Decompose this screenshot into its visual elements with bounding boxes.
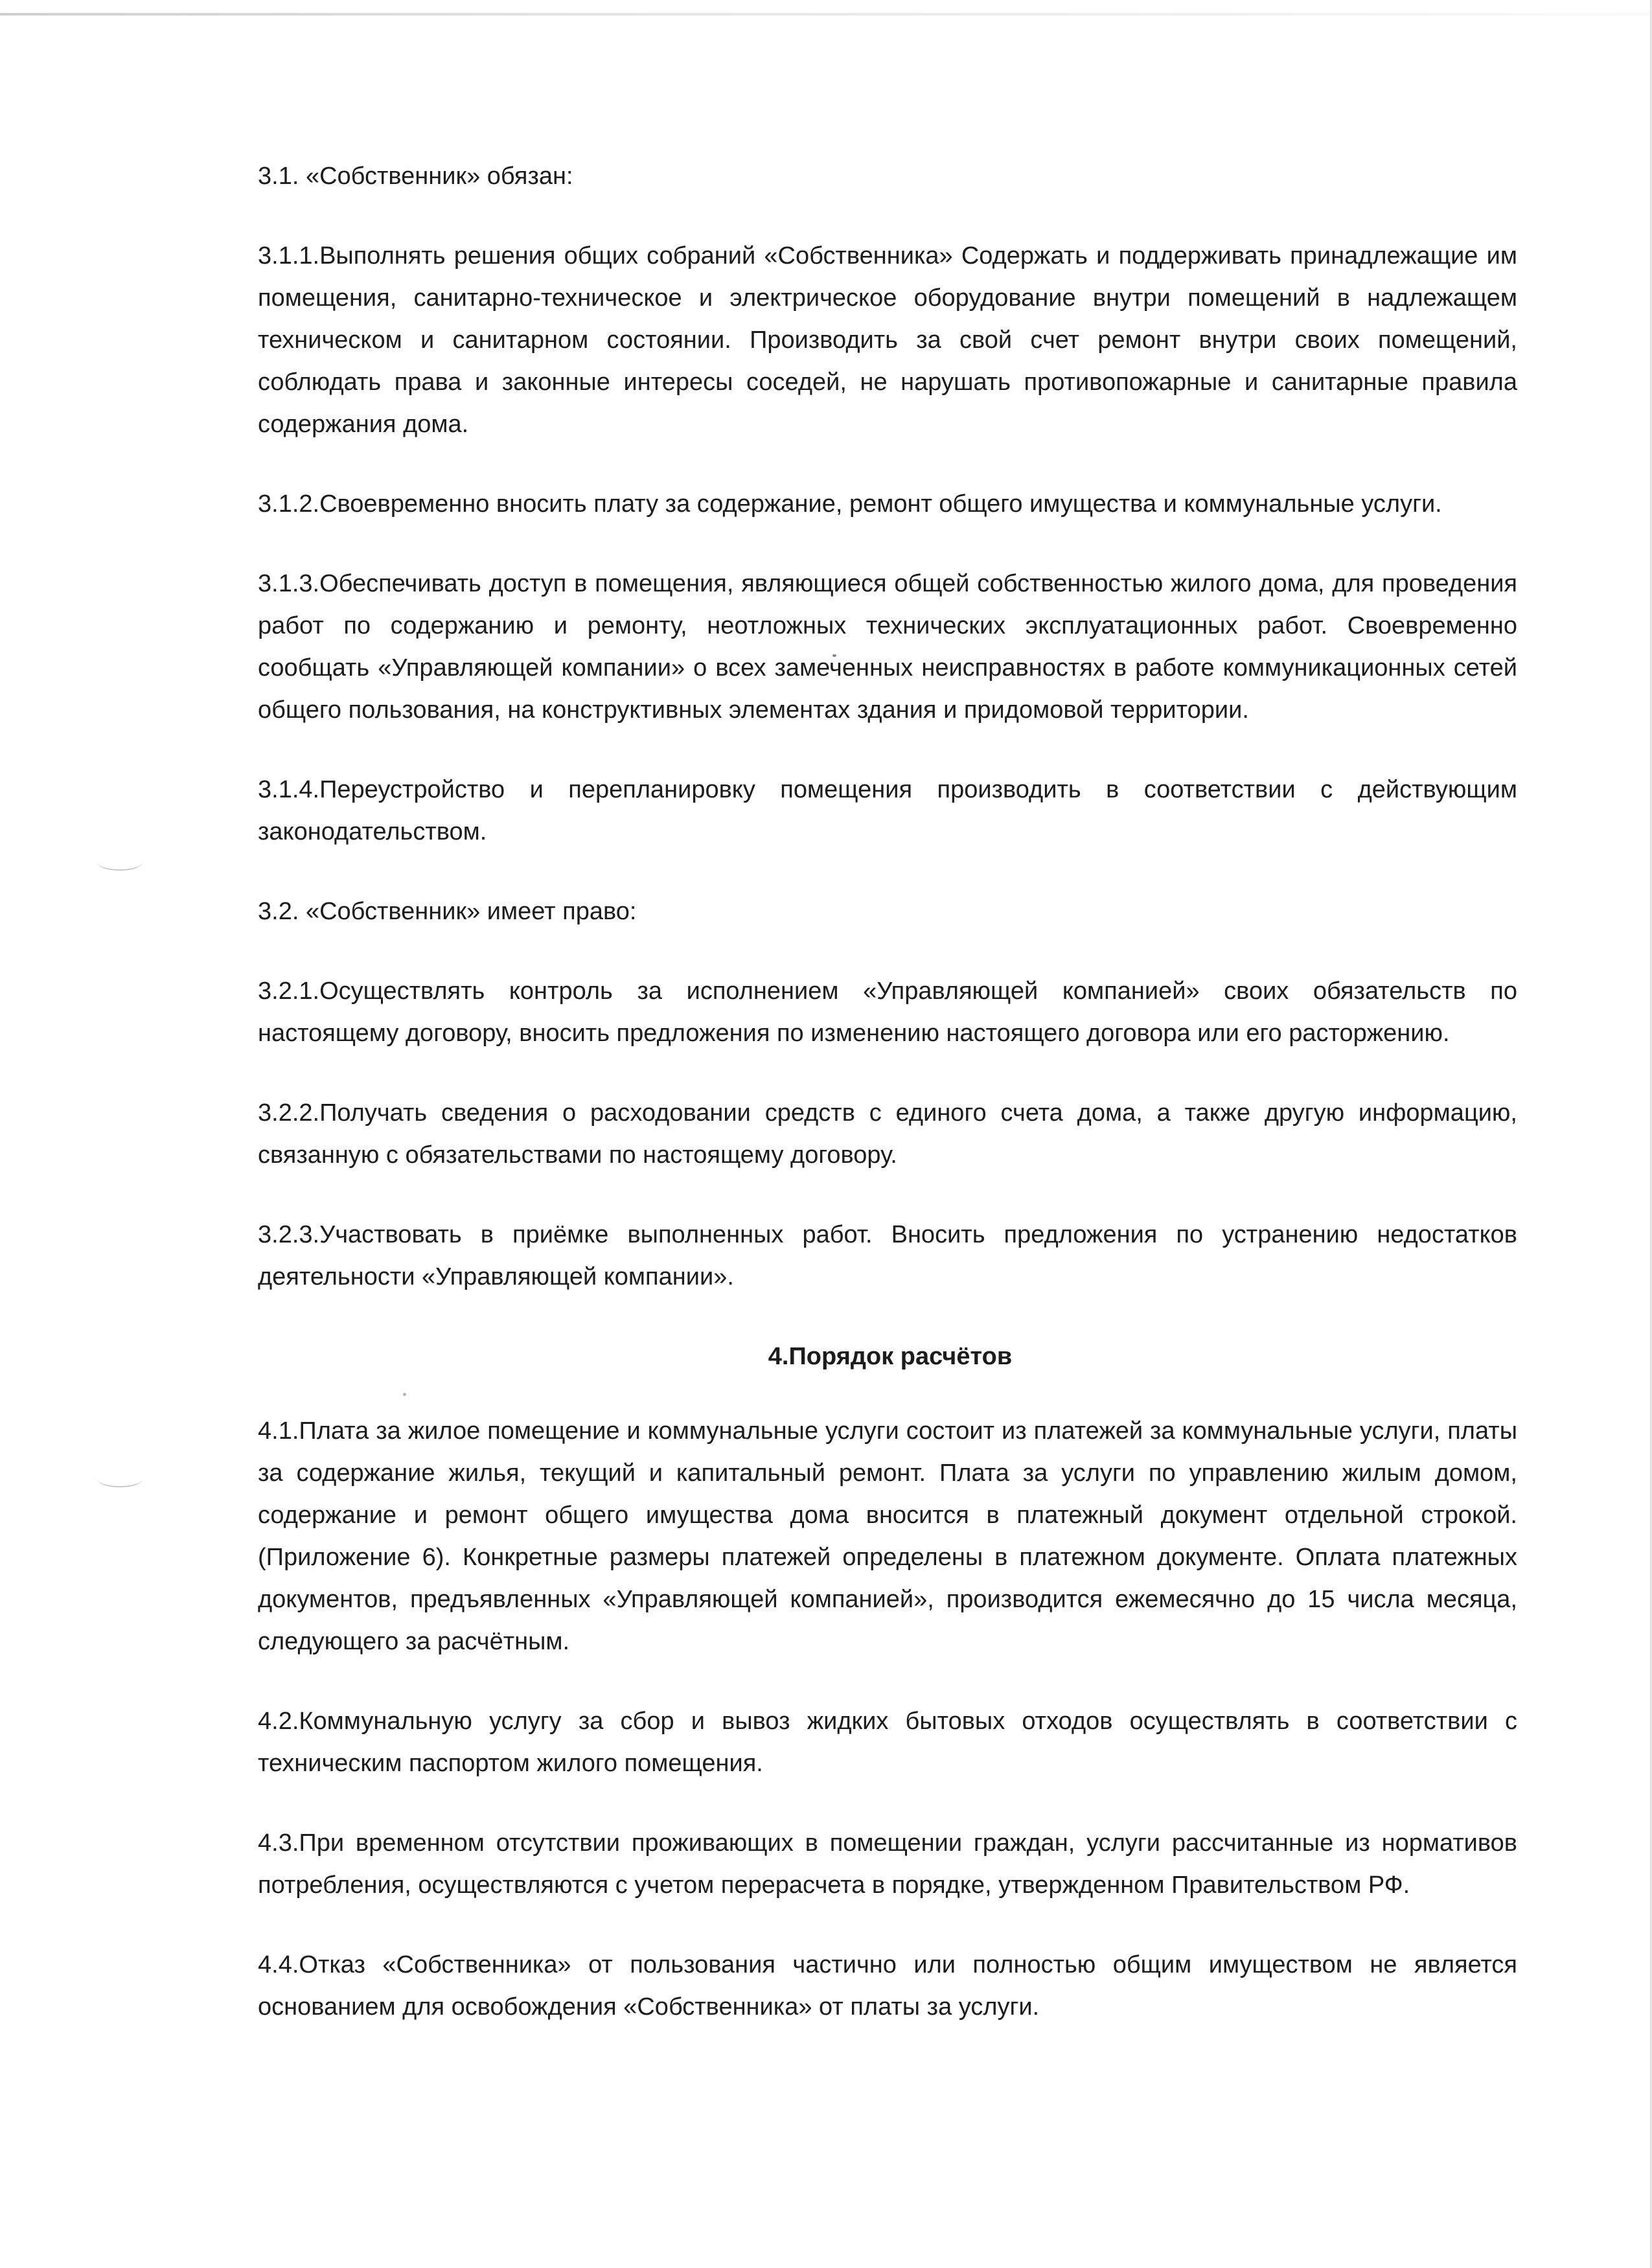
paragraph-4-2: 4.2.Коммунальную услугу за сбор и вывоз жидких бытовых отходов осуществлять в соответствии с техническим паспортом жилого помещения. <box>258 1708 1517 1777</box>
paragraph-3-2-2: 3.2.2.Получать сведения о расходовании средств с единого счета дома, а также другую информацию, связанную с обязательствами по настоящему договору. <box>258 1099 1517 1169</box>
paragraph-4-3: 4.3.При временном отсутствии проживающих в помещении граждан, услуги рассчитанные из нормативов потребления, осуществляются с учетом перерасчета в порядке, утвержденном Правительством РФ. <box>258 1829 1517 1899</box>
paragraph-4-4: 4.4.Отказ «Собственника» от пользования частично или полностью общим имуществом не является основанием для освобождения «Собственника» от платы за услуги. <box>258 1951 1517 2021</box>
paragraph-3-1-3: 3.1.3.Обеспечивать доступ в помещения, являющиеся общей собственностью жилого дома, для проведения работ по содержанию и ремонту, неотложных технических эксплуатационных работ. Своевременно сообщать «Управляющей компании» о всех замеченных неисправностях в работе коммуникационных сетей общего пользования, на конструктивных элементах здания и придомовой территории. <box>258 570 1517 724</box>
paragraph-3-1-1: 3.1.1.Выполнять решения общих собраний «Собственника» Содержать и поддерживать принадлежащие им помещения, санитарно-техническое и электрическое оборудование внутри помещений в надлежащем техническом и санитарном состоянии. Производить за свой счет ремонт внутри своих помещений, соблюдать права и законные интересы соседей, не нарушать противопожарные и санитарные правила содержания дома. <box>258 242 1517 438</box>
paragraph-3-2-1: 3.2.1.Осуществлять контроль за исполнением «Управляющей компанией» своих обязательств по настоящему договору, вносить предложения по изменению настоящего договора или его расторжению. <box>258 978 1517 1047</box>
paragraph-3-1: 3.1. «Собственник» обязан: <box>258 163 573 190</box>
paragraph-3-1-2: 3.1.2.Своевременно вносить плату за содержание, ремонт общего имущества и коммунальные услуги. <box>258 490 1442 518</box>
document-body <box>258 155 1517 2066</box>
paragraph-3-2-3: 3.2.3.Участвовать в приёмке выполненных работ. Вносить предложения по устранению недостатков деятельности «Управляющей компании». <box>258 1221 1517 1290</box>
punch-hole-mark <box>97 1471 143 1487</box>
paragraph-4-1: 4.1.Плата за жилое помещение и коммунальные услуги состоит из платежей за коммунальные услуги, платы за содержание жилья, текущий и капитальный ремонт. Плата за услуги по управлению жилым домом, содержание и ремонт общего имущества дома вносится в платежный документ отдельной строкой. (Приложение 6). Конкретные размеры платежей определены в платежном документе. Оплата платежных документов, предъявленных «Управляющей компанией», производится ежемесячно до 15 числа месяца, следующего за расчётным. <box>258 1417 1517 1655</box>
section-heading: 4.Порядок расчётов <box>768 1343 1013 1370</box>
paragraph-3-2: 3.2. «Собственник» имеет право: <box>258 898 637 925</box>
punch-hole-mark <box>97 854 143 871</box>
scan-edge-top <box>0 13 1652 16</box>
paragraph-3-1-4: 3.1.4.Переустройство и перепланировку помещения производить в соответствии с действующим законодательством. <box>258 776 1517 845</box>
